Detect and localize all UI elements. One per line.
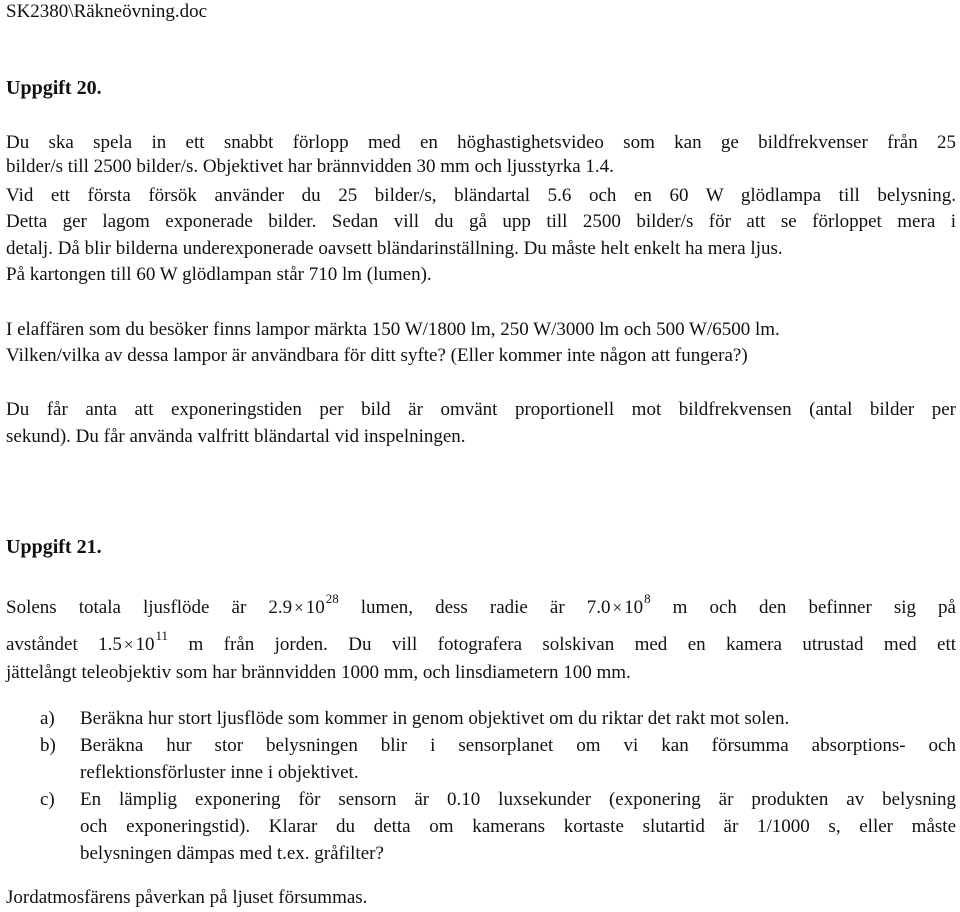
task20-p2-line: Vilken/vilka av dessa lampor är användbara för ditt syfte? (Eller kommer inte någon att fungera?) [6, 345, 748, 366]
task21-l2-text-b: m från jorden. Du vill fotografera solskivan med en kamera utrustad med ett [188, 634, 957, 655]
sun-flux-base: 10 [305, 597, 325, 618]
task21-l1-text-c: m och den befinner sig på [672, 597, 956, 618]
task20-p3-line: sekund). Du får använda valfritt bländartal vid inspelningen. [6, 426, 466, 447]
times-sign: × [612, 598, 623, 617]
item-text: Beräkna hur stort ljusflöde som kommer in genom objektivet om du riktar det rakt mot solen. [80, 708, 790, 729]
sun-radius-value [586, 591, 651, 618]
times-sign: × [294, 598, 304, 617]
task21-l1-text-b: lumen, dess radie är [360, 597, 565, 618]
task20-title: Uppgift 20. [6, 77, 102, 99]
sun-radius-exponent: 8 [644, 591, 651, 606]
task20-p1-line: detalj. Då blir bilderna underexponerade oavsett bländarinställning. Du måste helt enkelt ha mera ljus. [6, 238, 783, 259]
item-text: och exponeringstid). Klarar du detta om kamerans kortaste slutartid är 1/1000 s, eller måste [80, 816, 956, 837]
task20-p2-line: I elaffären som du besöker finns lampor märkta 150 W/1800 lm, 250 W/3000 lm och 500 W/6500 lm. [6, 319, 780, 340]
item-text: En lämplig exponering för sensorn är 0.10 luxsekunder (exponering är produkten av belysning [80, 789, 956, 810]
item-text: belysningen dämpas med t.ex. gråfilter? [80, 843, 384, 864]
task21-line-1 [6, 591, 956, 618]
sun-distance-mantissa: 1.5 [98, 634, 122, 655]
item-text: Beräkna hur stor belysningen blir i sensorplanet om vi kan försumma absorptions- och [80, 735, 956, 756]
sun-flux-exponent: 28 [325, 591, 339, 606]
task20-p1-line: Du ska spela in ett snabbt förlopp med en höghastighetsvideo som kan ge bildfrekvenser från 25 [6, 132, 956, 153]
item-label: b) [40, 735, 56, 756]
document-path: SK2380\Räkneövning.doc [6, 1, 208, 22]
item-text: reflektionsförluster inne i objektivet. [80, 762, 359, 783]
item-label: a) [40, 708, 55, 729]
sun-flux-value [268, 591, 339, 618]
sun-distance-value [98, 628, 169, 655]
times-sign: × [123, 635, 134, 654]
task20-p1-line: På kartongen till 60 W glödlampan står 710 lm (lumen). [6, 264, 432, 285]
task21-line-3: jättelångt teleobjektiv som har brännvidden 1000 mm, och linsdiametern 100 mm. [6, 662, 631, 683]
sun-distance-exponent: 11 [155, 628, 169, 643]
sun-radius-base: 10 [624, 597, 644, 618]
task21-line-2 [6, 628, 957, 655]
task21-note: Jordatmosfärens påverkan på ljuset försummas. [6, 887, 368, 908]
task20-p1-line: Vid ett första försök använder du 25 bilder/s, bländartal 5.6 och en 60 W glödlampa till belysning. [6, 185, 956, 206]
task21-l1-text-a: Solens totala ljusflöde är [6, 597, 247, 618]
sun-flux-mantissa: 2.9 [268, 597, 293, 618]
task21-title: Uppgift 21. [6, 536, 102, 558]
item-label: c) [40, 789, 55, 810]
task20-p1-line: Detta ger lagom exponerade bilder. Sedan vill du gå upp till 2500 bilder/s för att se förloppet mera i [6, 211, 956, 232]
task21-l2-text-a: avståndet [6, 634, 78, 655]
task20-p3-line: Du får anta att exponeringstiden per bild är omvänt proportionell mot bildfrekvensen (antal bilder per [6, 399, 956, 420]
sun-distance-base: 10 [135, 634, 155, 655]
sun-radius-mantissa: 7.0 [586, 597, 611, 618]
task20-p1-line: bilder/s till 2500 bilder/s. Objektivet har brännvidden 30 mm och ljusstyrka 1.4. [6, 156, 614, 177]
